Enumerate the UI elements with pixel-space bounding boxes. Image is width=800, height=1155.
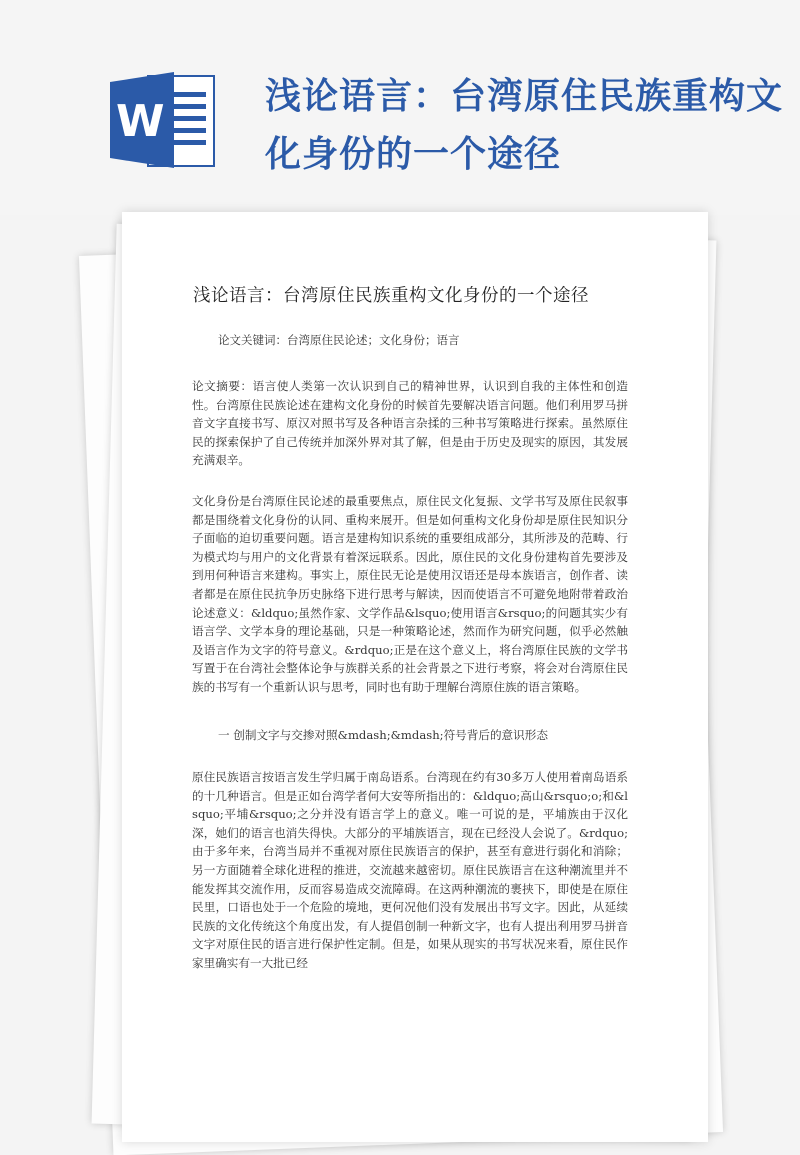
header-banner [0,0,800,215]
abstract-paragraph: 论文摘要：语言使人类第一次认识到自己的精神世界，认识到自我的主体性和创造性。台湾原住民族论述在建构文化身份的时候首先要解决语言问题。他们利用罗马拼音文字直接书写、原汉对照书写及各种语言杂揉的三种书写策略进行探索。虽然原住民的探索保护了自己传统并加深外界对其了解，但是由于历史及现实的原因，其发展充满艰辛。 [192,379,628,468]
keywords-line: 论文关键词：台湾原住民论述；文化身份；语言 [218,333,460,347]
page-title: 浅论语言：台湾原住民族重构文化身份的一个途径 [193,286,589,306]
svg-text:W: W [116,96,165,147]
word-document-icon [108,70,218,170]
section-heading: 一 创制文字与交掺对照&mdash;&mdash;符号背后的意识形态 [218,728,548,742]
document-title: 浅论语言：台湾原住民族重构文化身份的一个途径 [265,76,784,175]
document-page [122,212,708,1142]
intro-paragraph: 文化身份是台湾原住民论述的最重要焦点，原住民文化复振、文学书写及原住民叙事都是围绕着文化身份的认同、重构来展开。但是如何重构文化身份却是原住民知识分子面临的迫切重要问题。语言是建构知识系统的重要组成部分，其所涉及的范畴、行为模式均与用户的文化背景有着深远联系。因此，原住民的文化身份建构首先要涉及到用何种语言来建构。事实上，原住民无论是使用汉语还是母本族语言，创作者、读者都是在原住民抗争历史脉络下进行思考与解读，因而使语言不可避免地附带着政治论述意义：&ldquo;虽然作家、文学作品&lsquo;使用语言&rsquo;的问题其实少有语言学、文学本身的理论基础，只是一种策略论述，然而作为研究问题，似乎必然触及语言作为文字的符号意义。&rdquo;正是在这个意义上，将台湾原住民族的文学书写置于在台湾社会整体论争与族群关系的社会背景之下进行考察，将会对台湾原住民族的书写有一个重新认识与思考，同时也有助于理解台湾原住族的语言策略。 [192,494,628,694]
section-body-paragraph: 原住民族语言按语言发生学归属于南岛语系。台湾现在约有30多万人使用着南岛语系的十几种语言。但是正如台湾学者何大安等所指出的：&ldquo;高山&rsquo;o;和&lsquo;平埔&rsquo;之分并没有语言学上的意义。唯一可说的是，平埔族由于汉化深，她们的语言也消失得快。大部分的平埔族语言，现在已经没人会说了。&rdquo;由于多年来，台湾当局并不重视对原住民族语言的保护，甚至有意进行弱化和消除；另一方面随着全球化进程的推进，交流越来越密切。原住民族语言在这种潮流里并不能发挥其交流作用，反而容易造成交流障碍。在这两种潮流的裹挟下，即使是在原住民里，口语也处于一个危险的境地，更何况他们没有发展出书写文字。因此，从延续民族的文化传统这个角度出发，有人提倡创制一种新文字，也有人提出利用罗马拼音文字对原住民的语言进行保护性定制。但是，如果从现实的书写状况来看，原住民作家里确实有一大批已经 [192,770,628,970]
